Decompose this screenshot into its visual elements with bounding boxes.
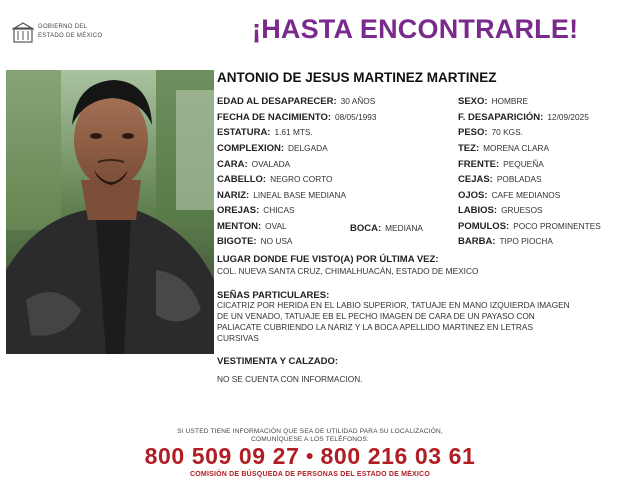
government-name-line1: GOBIERNO DEL [38, 24, 88, 30]
field-complexion [458, 143, 549, 154]
field-sex [458, 96, 528, 107]
contact-note-line1: SI USTED TIENE INFORMACIÓN QUE SEA DE UTILIDAD PARA SU LOCALIZACIÓN, [177, 428, 443, 435]
field-label: PESO: [458, 127, 488, 138]
field-label: OREJAS: [217, 205, 260, 216]
field-value: LINEAL BASE MEDIANA [253, 190, 347, 200]
field-forehead [458, 159, 544, 170]
field-label: LABIOS: [458, 205, 498, 216]
field-age [217, 96, 375, 107]
phone-numbers [0, 443, 620, 470]
field-beard [458, 236, 553, 247]
field-value: OVALADA [251, 159, 291, 169]
field-build [217, 143, 328, 154]
person-photo [6, 70, 214, 354]
field-label: CABELLO: [217, 174, 267, 185]
field-label: FECHA DE NACIMIENTO: [217, 112, 331, 123]
contact-note-line2: COMUNÍQUESE A LOS TELÉFONOS: [251, 436, 369, 443]
field-value: POCO PROMINENTES [513, 221, 601, 231]
bullet-icon: ● [305, 447, 315, 463]
field-label: F. DESAPARICIÓN: [458, 112, 544, 123]
field-birthdate [217, 112, 377, 123]
field-label: ESTATURA: [217, 127, 271, 138]
particulars-label: SEÑAS PARTICULARES: [217, 290, 330, 301]
field-label: CEJAS: [458, 174, 493, 185]
field-cheekbones [458, 221, 601, 232]
government-logo [12, 22, 122, 46]
field-weight [458, 127, 523, 138]
poster-headline: ¡HASTA ENCONTRARLE! [252, 14, 579, 44]
clothing-value: NO SE CUENTA CON INFORMACION. [217, 374, 363, 384]
field-label: BARBA: [458, 236, 496, 247]
last-seen-value: COL. NUEVA SANTA CRUZ, CHIMALHUACÁN, ESTADO DE MEXICO [217, 266, 479, 276]
field-chin [217, 221, 287, 232]
field-nose [217, 190, 346, 201]
field-label: COMPLEXION: [217, 143, 285, 154]
field-value: POBLADAS [496, 174, 542, 184]
person-name: ANTONIO DE JESUS MARTINEZ MARTINEZ [217, 70, 497, 85]
field-lips [458, 205, 543, 216]
field-value: 30 AÑOS [340, 96, 376, 106]
phone-number-2[interactable]: 800 216 03 61 [320, 443, 476, 469]
particulars-line: CICATRIZ POR HERIDA EN EL LABIO SUPERIOR, TATUAJE EN MANO IZQUIERDA IMAGEN [217, 300, 570, 310]
field-value: HOMBRE [491, 96, 528, 106]
field-value: CAFE MEDIANOS [491, 190, 561, 200]
field-label: TEZ: [458, 143, 480, 154]
field-value: PEQUEÑA [503, 159, 544, 169]
field-mustache [217, 236, 292, 247]
field-value: 70 KGS. [491, 127, 523, 137]
field-label: MENTON: [217, 221, 262, 232]
particulars-line: CURSIVAS [217, 333, 259, 343]
clothing-label: VESTIMENTA Y CALZADO: [217, 356, 339, 367]
field-value: MORENA CLARA [483, 143, 550, 153]
field-value: MEDIANA [385, 223, 423, 233]
field-label: FRENTE: [458, 159, 500, 170]
government-name-line2: ESTADO DE MÉXICO [38, 33, 103, 39]
field-label: BOCA: [350, 223, 382, 234]
field-ears [217, 205, 295, 216]
field-value: 08/05/1993 [335, 112, 377, 122]
field-label: SEXO: [458, 96, 488, 107]
field-label: BIGOTE: [217, 236, 257, 247]
field-value: CHICAS [263, 205, 295, 215]
commission-name: COMISIÓN DE BÚSQUEDA DE PERSONAS DEL ESTADO DE MÉXICO [190, 471, 430, 478]
field-hair [217, 174, 332, 185]
field-value: NEGRO CORTO [270, 174, 333, 184]
last-seen-label: LUGAR DONDE FUE VISTO(A) POR ÚLTIMA VEZ: [217, 254, 439, 265]
state-emblem-icon [12, 22, 34, 44]
field-height [217, 127, 313, 138]
particulars-line: PALIACATE CUBRIENDO LA NARIZ Y LA BOCA APELLIDO MARTINEZ EN LETRAS [217, 322, 533, 332]
field-value: NO USA [260, 236, 293, 246]
field-mouth [350, 223, 423, 234]
field-label: EDAD AL DESAPARECER: [217, 96, 337, 107]
field-value: DELGADA [288, 143, 328, 153]
field-value: GRUESOS [501, 205, 543, 215]
field-face [217, 159, 290, 170]
field-label: CARA: [217, 159, 248, 170]
phone-number-1[interactable]: 800 509 09 27 [144, 443, 300, 469]
field-value: TIPO PIOCHA [499, 236, 553, 246]
field-eyebrows [458, 174, 542, 185]
field-value: 12/09/2025 [547, 112, 589, 122]
field-value: OVAL [265, 221, 287, 231]
particulars-line: DE UN VENADO, TATUAJE EB EL PECHO IMAGEN DE CARA DE UN PAYASO CON [217, 311, 535, 321]
field-value: 1.61 MTS. [274, 127, 313, 137]
field-eyes [458, 190, 560, 201]
field-label: OJOS: [458, 190, 488, 201]
field-disappearance-date [458, 112, 589, 123]
field-label: POMULOS: [458, 221, 510, 232]
field-label: NARIZ: [217, 190, 250, 201]
